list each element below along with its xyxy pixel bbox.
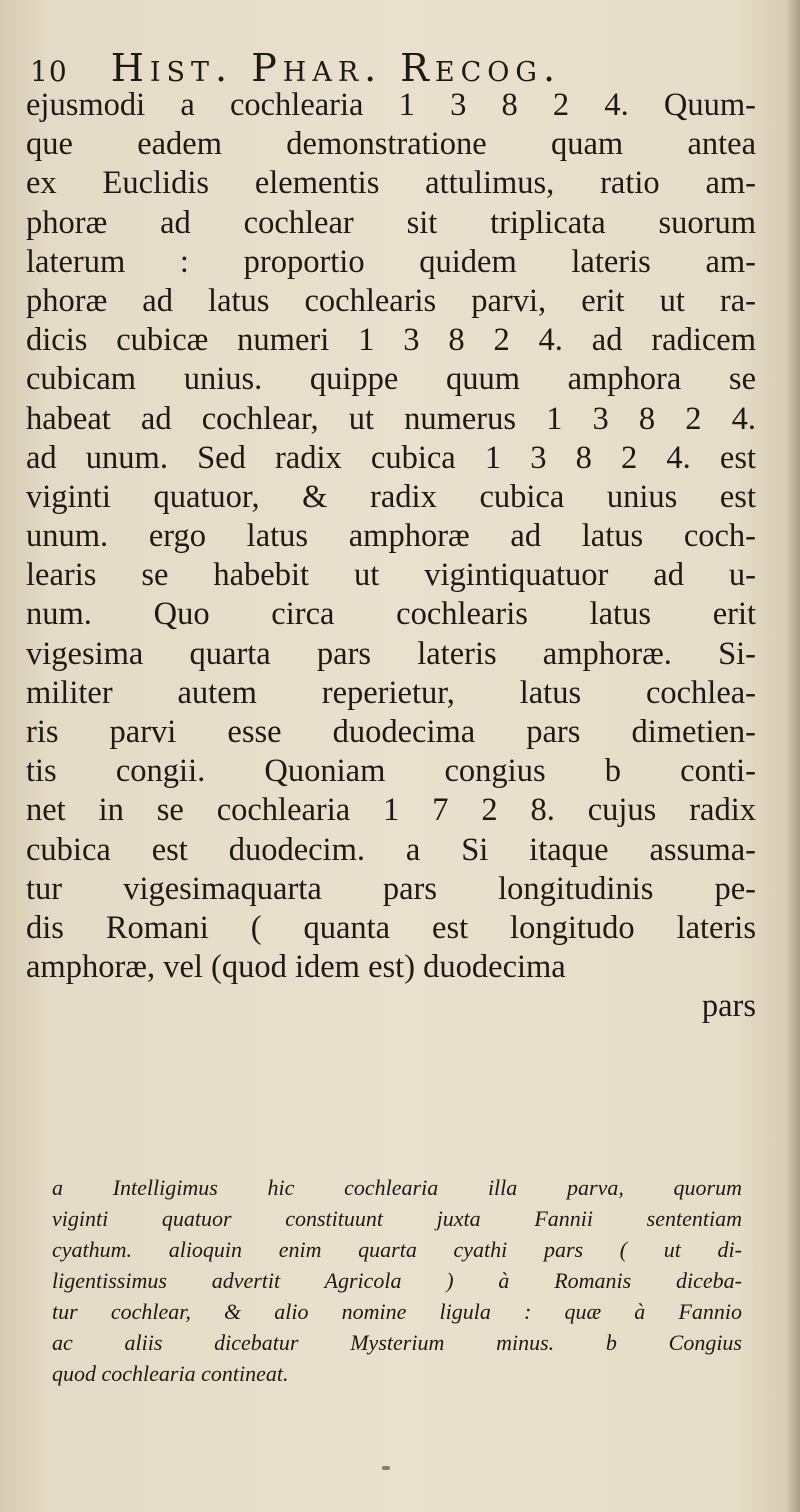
text-line: militer autem reperietur, latus cochlea- [26,674,756,711]
text-line: ad unum. Sed radix cubica 1 3 8 2 4. est [26,439,756,476]
text-line: tur vigesimaquarta pars longitudinis pe- [26,870,756,907]
main-text [26,86,756,1027]
ink-mark [382,1466,390,1470]
text-line: vigesima quarta pars lateris amphoræ. Si- [26,635,756,672]
footnote-line: tur cochlear, & alio nomine ligula : quæ à Fannio [52,1299,742,1324]
text-line: learis se habebit ut vigintiquatuor ad u- [26,557,756,594]
footnotes [52,1172,742,1389]
text-line: dis Romani ( quanta est longitudo lateris [26,909,756,946]
text-line: cubicam unius. quippe quum amphora se [26,361,756,398]
text-line: unum. ergo latus amphoræ ad latus coch- [26,518,756,555]
text-line: ejusmodi a cochlearia 1 3 8 2 4. Quum- [26,87,756,123]
text-line: tis congii. Quoniam congius b conti- [26,753,756,790]
footnote-line: ac aliis dicebatur Mysterium minus. b Congius [52,1330,742,1355]
text-line: num. Quo circa cochlearis latus erit [26,596,756,633]
footnote-line: quod cochlearia contineat. [52,1361,289,1386]
text-line: phoræ ad cochlear sit triplicata suorum [26,204,756,241]
text-line: net in se cochlearia 1 7 2 8. cujus radix [26,792,756,829]
text-line: ris parvi esse duodecima pars dimetien- [26,714,756,750]
text-line: habeat ad cochlear, ut numerus 1 3 8 2 4. [26,400,756,437]
text-line: ex Euclidis elementis attulimus, ratio am- [26,165,756,202]
footnote-line: viginti quatuor constituunt juxta Fannii sententiam [52,1206,742,1231]
footnote-line: ligentissimus advertit Agricola ) à Romanis diceba- [52,1268,742,1293]
running-title: Hist. Phar. Recog. [110,46,562,90]
text-line: dicis cubicæ numeri 1 3 8 2 4. ad radicem [26,322,756,359]
footnote-line: a Intelligimus hic cochlearia illa parva, quorum [52,1175,742,1200]
text-line: cubica est duodecim. a Si itaque assuma- [26,831,756,868]
page-number: 10 [30,55,68,88]
footnote-line: cyathum. alioquin enim quarta cyathi pars ( ut di- [52,1237,742,1262]
page-edge-shadow [786,0,800,1512]
text-line: laterum : proportio quidem lateris am- [26,243,756,280]
catchword: pars [701,988,756,1025]
text-line: que eadem demonstratione quam antea [26,126,756,163]
text-line: phoræ ad latus cochlearis parvi, erit ut ra- [26,282,756,319]
text-line: amphoræ, vel (quod idem est) duodecima [26,949,566,986]
text-line: viginti quatuor, & radix cubica unius est [26,478,756,515]
